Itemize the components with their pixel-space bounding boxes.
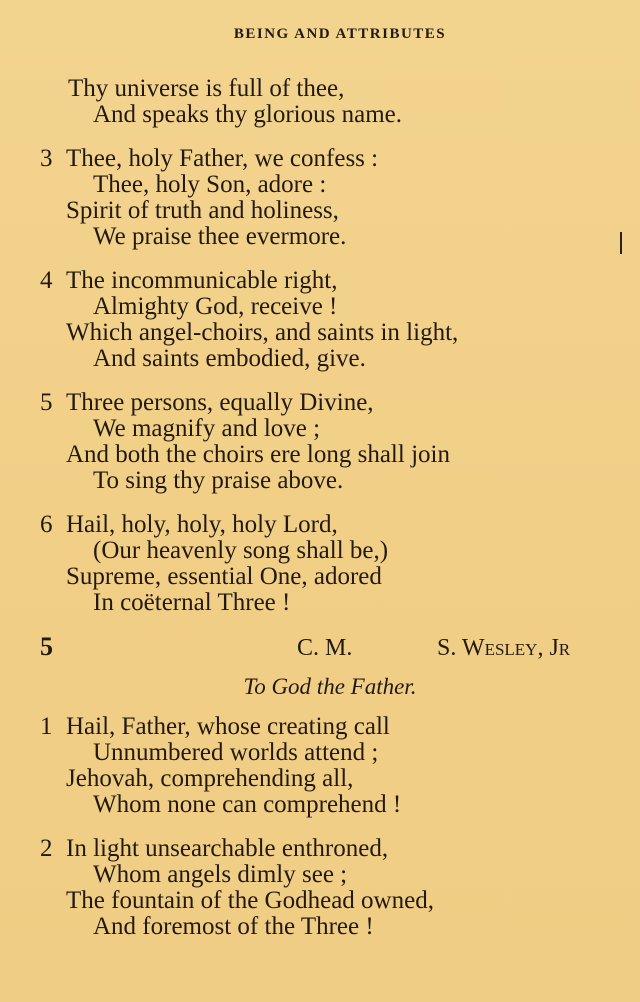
verse-line: And both the choirs ere long shall join — [66, 441, 450, 468]
stanza-number: 1 — [40, 713, 53, 740]
verse-line: In light unsearchable enthroned, — [66, 835, 389, 862]
stanza-number: 5 — [40, 389, 53, 416]
verse-line: And speaks thy glorious name. — [93, 101, 402, 128]
verse-line: And saints embodied, give. — [93, 345, 366, 372]
verse-line: Jehovah, comprehending all, — [66, 765, 354, 792]
margin-mark — [620, 232, 622, 254]
verse-line: Whom none can comprehend ! — [93, 791, 402, 818]
verse-line: (Our heavenly song shall be,) — [93, 537, 389, 564]
hymn-title: To God the Father. — [243, 674, 417, 699]
verse-line: Hail, holy, holy, holy Lord, — [66, 511, 338, 538]
stanza-number: 4 — [40, 267, 53, 294]
verse-line: To sing thy praise above. — [93, 467, 344, 494]
verse-line: In coëternal Three ! — [93, 589, 291, 616]
verse-line: Whom angels dimly see ; — [93, 861, 348, 888]
verse-line: Three persons, equally Divine, — [66, 389, 374, 416]
hymn-meter: C. M. — [297, 635, 353, 661]
verse-line: Hail, Father, whose creating call — [66, 713, 390, 740]
verse-line: We praise thee evermore. — [93, 223, 347, 250]
verse-line: Unnumbered worlds attend ; — [93, 739, 379, 766]
verse-line: Thy universe is full of thee, — [68, 75, 345, 102]
verse-line: Thee, holy Father, we confess : — [66, 145, 379, 172]
hymn-author: S. Wesley, Jr — [437, 635, 571, 661]
verse-line: The incommunicable right, — [66, 267, 338, 294]
verse-line: Almighty God, receive ! — [93, 293, 338, 320]
verse-line: Supreme, essential One, adored — [66, 563, 382, 590]
verse-line: Which angel-choirs, and saints in light, — [66, 319, 459, 346]
stanza-number: 3 — [40, 145, 53, 172]
running-head: BEING AND ATTRIBUTES — [233, 26, 447, 42]
verse-line: Thee, holy Son, adore : — [93, 171, 327, 198]
verse-line: Spirit of truth and holiness, — [66, 197, 339, 224]
stanza-number: 2 — [40, 835, 53, 862]
stanza-number: 6 — [40, 511, 53, 538]
verse-line: And foremost of the Three ! — [93, 913, 374, 940]
verse-line: We magnify and love ; — [93, 415, 321, 442]
hymn-number: 5 — [40, 632, 53, 661]
verse-line: The fountain of the Godhead owned, — [66, 887, 434, 914]
